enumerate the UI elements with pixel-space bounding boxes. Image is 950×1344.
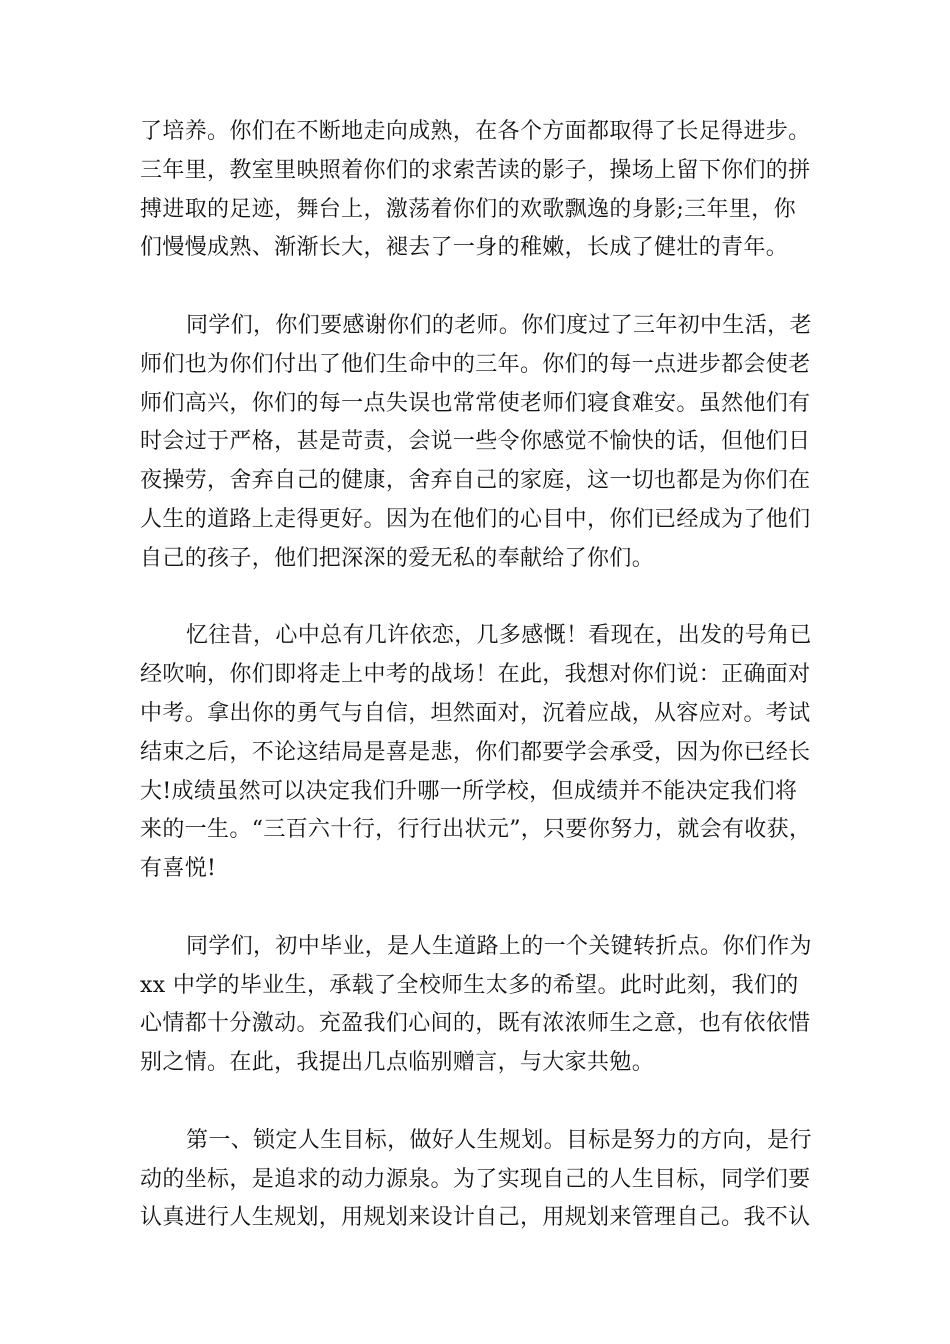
text-line: 们慢慢成熟、渐渐长大，褪去了一身的稚嫩，长成了健壮的青年。 [140, 235, 789, 261]
text-line: 自己的孩子，他们把深深的爱无私的奉献给了你们。 [140, 545, 655, 571]
text-line: 师们也为你们付出了他们生命中的三年。你们的每一点进步都会使老 [140, 351, 811, 377]
text-line: 大!成绩虽然可以决定我们升哪一所学校，但成绩并不能决定我们将 [140, 778, 798, 804]
text-line: 动的坐标，是追求的动力源泉。为了实现自己的人生目标，同学们要 [140, 1166, 811, 1192]
text-line: 师们高兴，你们的每一点失误也常常使老师们寝食难安。虽然他们有 [140, 390, 811, 416]
text-line: 经吹响，你们即将走上中考的战场！在此，我想对你们说：正确面对 [140, 662, 811, 688]
text-line: 同学们，初中毕业，是人生道路上的一个关键转折点。你们作为 [186, 933, 812, 959]
paragraph-2 [140, 307, 830, 579]
text-line: 同学们，你们要感谢你们的老师。你们度过了三年初中生活，老 [186, 312, 812, 338]
text-line: 认真进行人生规划，用规划来设计自己，用规划来管理自己。我不认 [140, 1205, 811, 1231]
document-page [140, 113, 830, 1277]
text-line: xx 中学的毕业生，承载了全校师生太多的希望。此时此刻，我们的 [140, 972, 799, 998]
text-line: 人生的道路上走得更好。因为在他们的心目中，你们已经成为了他们 [140, 506, 811, 532]
text-line: 心情都十分激动。充盈我们心间的，既有浓浓师生之意，也有依依惜 [140, 1011, 811, 1037]
text-line: 搏进取的足迹，舞台上，激荡着你们的欢歌飘逸的身影;三年里，你 [140, 196, 796, 222]
text-line: 三年里，教室里映照着你们的求索苦读的影子，操场上留下你们的拼 [140, 157, 811, 183]
text-line: 来的一生。“三百六十行，行行出状元”，只要你努力，就会有收获， [140, 817, 812, 843]
text-line: 时会过于严格，甚是苛责，会说一些令你感觉不愉快的话，但他们日 [140, 429, 811, 455]
paragraph-4 [140, 928, 830, 1083]
paragraph-5 [140, 1122, 830, 1238]
text-line: 别之情。在此，我提出几点临别赠言，与大家共勉。 [140, 1050, 655, 1076]
text-line: 夜操劳，舍弃自己的健康，舍弃自己的家庭，这一切也都是为你们在 [140, 468, 811, 494]
paragraph-3 [140, 617, 830, 889]
text-line: 了培养。你们在不断地走向成熟，在各个方面都取得了长足得进步。 [140, 119, 811, 144]
text-line: 忆往昔，心中总有几许依恋，几多感慨！看现在，出发的号角已 [186, 623, 812, 649]
paragraph-1 [140, 113, 830, 268]
text-line: 第一、锁定人生目标，做好人生规划。目标是努力的方向，是行 [186, 1127, 812, 1153]
text-line: 结束之后，不论这结局是喜是悲，你们都要学会承受，因为你已经长 [140, 739, 811, 765]
text-line: 中考。拿出你的勇气与自信，坦然面对，沉着应战，从容应对。考试 [140, 700, 811, 726]
text-line: 有喜悦! [140, 856, 217, 882]
